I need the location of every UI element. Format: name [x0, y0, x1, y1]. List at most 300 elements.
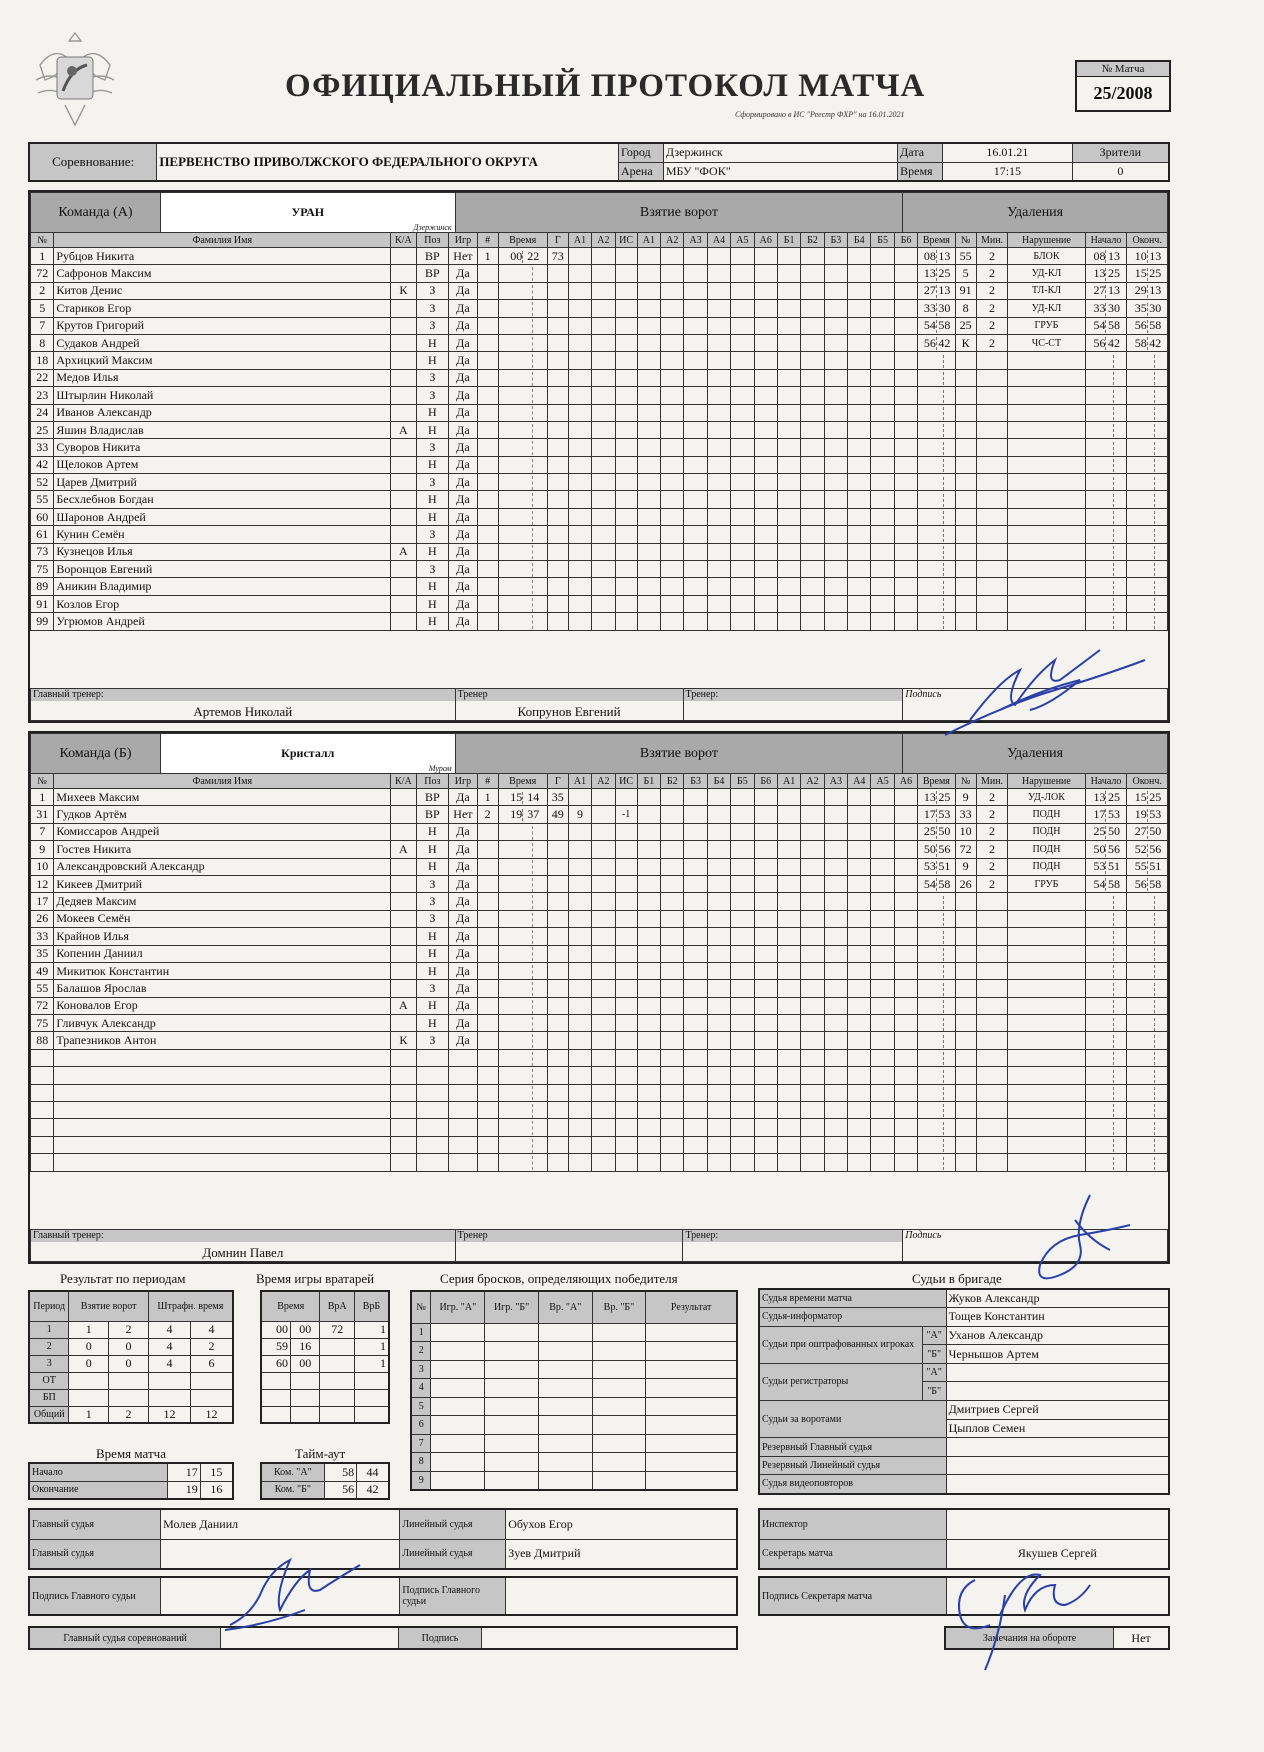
goal-situation: [615, 282, 637, 299]
penalty-player: [955, 439, 976, 456]
line-cell: [894, 421, 917, 438]
line-cell: [894, 910, 917, 927]
goal-number: [477, 508, 498, 525]
penalty-violation: УД-КЛ: [1008, 300, 1085, 317]
line-cell: [731, 543, 754, 560]
line-cell: [777, 404, 800, 421]
player-played: Да: [449, 387, 477, 404]
line-cell: [661, 962, 684, 979]
goal-sep: [532, 843, 533, 857]
col-goal-num: #: [477, 774, 498, 789]
line-cell: [777, 474, 800, 491]
penalty-end-sec: 13: [1149, 248, 1162, 263]
line-cell: [754, 352, 777, 369]
line-cell: [661, 1102, 684, 1119]
player-name: Михеев Максим: [54, 789, 391, 806]
period-name: БП: [29, 1389, 69, 1406]
goal-assist-1: [568, 508, 591, 525]
player-position: Н: [416, 421, 449, 438]
goal-assist-2: [592, 474, 615, 491]
line-cell: [731, 875, 754, 892]
goal-sep: [532, 947, 533, 961]
penalty-time: [918, 561, 955, 578]
goal-sep: [532, 267, 533, 281]
penalty-end-sep: [1154, 563, 1155, 576]
player-played: Да: [449, 421, 477, 438]
shootout-cell: [485, 1342, 539, 1361]
penalty-player: [955, 997, 976, 1014]
penalty-time-sep: [943, 511, 944, 524]
period-pen-b: [191, 1389, 233, 1406]
period-goals-a: 1: [69, 1321, 109, 1338]
gk-a: [320, 1372, 355, 1389]
goal-assist-1: [568, 945, 591, 962]
goal-sep: [532, 965, 533, 979]
goal-time: [498, 1032, 547, 1049]
penalty-time-sep: [943, 931, 944, 944]
player-position: З: [416, 439, 449, 456]
penalty-violation: ТЛ-КЛ: [1008, 282, 1085, 299]
penalty-time: [918, 1049, 955, 1066]
line-cell: [894, 841, 917, 858]
penalty-end-sec: 50: [1149, 824, 1162, 839]
secretary-signature-drawn: [945, 1555, 1095, 1675]
penalty-violation: ЧС-СТ: [1008, 334, 1085, 351]
penalty-end: [1127, 543, 1168, 560]
goal-assist-2: [592, 858, 615, 875]
player-played: Да: [449, 858, 477, 875]
player-position: [416, 1154, 449, 1171]
penalty-start: [1085, 508, 1127, 525]
penalty-time: [918, 823, 955, 840]
penalty-player: [955, 980, 976, 997]
goal-scorer: [547, 421, 568, 438]
goal-assist-2: [592, 1084, 615, 1101]
main-ref-signatures: [28, 1576, 738, 1616]
penalty-start-min: 56: [1093, 335, 1106, 350]
goal-sep: [532, 493, 533, 507]
line-cell: [707, 928, 730, 945]
line-cell: [637, 282, 660, 299]
line-cell: [707, 1102, 730, 1119]
match-end-min: 16: [200, 1481, 233, 1499]
goal-assist-2: [592, 613, 615, 630]
penalty-start: [1085, 806, 1127, 823]
goal-assist-1: 9: [568, 806, 591, 823]
player-role: [391, 369, 416, 386]
goal-assist-1: [568, 595, 591, 612]
date-value: 16.01.21: [943, 143, 1073, 162]
player-name: Аникин Владимир: [54, 578, 391, 595]
penalty-minutes: [976, 962, 1008, 979]
line-cell: [754, 387, 777, 404]
goal-number: [477, 439, 498, 456]
line-cell: [661, 369, 684, 386]
line-cell: [801, 265, 824, 282]
line-cell: [731, 1015, 754, 1032]
timeout-a-sec: 44: [357, 1463, 389, 1481]
shootout-res-header: Результат: [646, 1291, 737, 1323]
penalty-end-min: 58: [1134, 335, 1147, 350]
goal-time: [498, 474, 547, 491]
shootout-cell: [646, 1416, 737, 1435]
table-row: [759, 1289, 1169, 1308]
gk-time-table: [260, 1290, 390, 1424]
penalty-player: [955, 613, 976, 630]
penalty-player: 8: [955, 300, 976, 317]
goal-time: [498, 595, 547, 612]
line-cell: [871, 248, 894, 265]
gk-a: [320, 1355, 355, 1372]
shootout-cell: [646, 1379, 737, 1398]
line-cell: [637, 980, 660, 997]
player-played: Да: [449, 561, 477, 578]
table-row: [759, 1308, 1169, 1327]
penalty-start-sep: [1113, 372, 1114, 385]
line-cell: [707, 387, 730, 404]
shootout-num: 3: [411, 1360, 431, 1379]
goal-assist-2: [592, 1119, 615, 1136]
player-name: [54, 1049, 391, 1066]
line-cell: [777, 1119, 800, 1136]
goal-situation: [615, 526, 637, 543]
penalty-end-sep: [1154, 546, 1155, 559]
penalty-end-sep: [1154, 407, 1155, 420]
line-cell: [754, 1015, 777, 1032]
player-role: [391, 858, 416, 875]
line-cell: [707, 491, 730, 508]
goal-time: [498, 875, 547, 892]
col-played: Игр: [449, 774, 477, 789]
goal-assist-1: [568, 300, 591, 317]
col-line-1: А2: [661, 233, 684, 248]
goals-title: Взятие ворот: [455, 734, 903, 774]
goal-scorer: [547, 439, 568, 456]
goal-situation: [615, 543, 637, 560]
penalty-minutes: 2: [976, 858, 1008, 875]
goal-scorer: [547, 508, 568, 525]
table-row: [31, 543, 1168, 560]
main-ref-signature-drawn: [220, 1545, 380, 1635]
penalty-time: [918, 997, 955, 1014]
line-cell: [637, 439, 660, 456]
timeout-a-label: Ком. "А": [261, 1463, 324, 1481]
goal-scorer: [547, 456, 568, 473]
penalty-end-sec: 25: [1149, 789, 1162, 804]
goal-situation: [615, 928, 637, 945]
line-cell: [801, 858, 824, 875]
goal-scorer: [547, 387, 568, 404]
table-row: [31, 806, 1168, 823]
penalty-time-sep: [943, 563, 944, 576]
line-cell: [684, 945, 707, 962]
main-ref-label-1: Главный судья: [29, 1509, 161, 1539]
penalty-end-min: 29: [1134, 283, 1147, 298]
line-cell: [848, 997, 871, 1014]
line-cell: [801, 962, 824, 979]
line-cell: [848, 491, 871, 508]
penalty-minutes: 2: [976, 806, 1008, 823]
timeout-b-min: 56: [324, 1481, 356, 1499]
penalty-start: [1085, 928, 1127, 945]
line-cell: [754, 561, 777, 578]
player-name: [54, 1084, 391, 1101]
line-cell: [731, 980, 754, 997]
line-cell: [777, 1102, 800, 1119]
line-cell: [871, 1154, 894, 1171]
competition-ref-label: Главный судья соревнований: [29, 1627, 221, 1649]
line-cell: [777, 439, 800, 456]
penalty-player: [955, 491, 976, 508]
player-position: З: [416, 910, 449, 927]
line-cell: [801, 1154, 824, 1171]
goal-number: [477, 962, 498, 979]
penalty-end: [1127, 962, 1168, 979]
penalty-violation: БЛОК: [1008, 248, 1085, 265]
penalty-minutes: [976, 456, 1008, 473]
line-cell: [731, 404, 754, 421]
player-position: Н: [416, 578, 449, 595]
line-cell: [754, 526, 777, 543]
line-cell: [777, 893, 800, 910]
penalty-player: [955, 474, 976, 491]
line-cell: [824, 404, 847, 421]
shootout-cell: [592, 1323, 646, 1342]
referee-name: Тощев Константин: [946, 1308, 1169, 1327]
line-cell: [661, 1119, 684, 1136]
table-row: [411, 1360, 737, 1379]
line-cell: [754, 317, 777, 334]
penalty-player: [955, 1049, 976, 1066]
col-line-0: А1: [637, 233, 660, 248]
penalty-time-sec: 13: [938, 283, 951, 298]
penalty-end-sep: [1154, 1035, 1155, 1048]
penalty-start: [1085, 613, 1127, 630]
penalty-time-sep: [943, 965, 944, 978]
line-cell: [777, 910, 800, 927]
line-cell: [824, 508, 847, 525]
player-played: Да: [449, 613, 477, 630]
goal-assist-2: [592, 595, 615, 612]
player-played: Да: [449, 439, 477, 456]
gk-time-title: Время игры вратарей: [256, 1271, 375, 1286]
match-time-table: [28, 1462, 234, 1500]
shootout-cell: [538, 1397, 592, 1416]
remarks-value: Нет: [1114, 1627, 1169, 1649]
penalty-time-min: 33: [923, 300, 936, 315]
goal-situation: [615, 439, 637, 456]
period-pen-b: [191, 1372, 233, 1389]
penalty-start: [1085, 369, 1127, 386]
goal-sep: [532, 580, 533, 594]
line-cell: [848, 421, 871, 438]
goal-time: [498, 352, 547, 369]
goal-assist-1: [568, 317, 591, 334]
line-cell: [824, 352, 847, 369]
goal-situation: [615, 980, 637, 997]
player-played: Нет: [449, 806, 477, 823]
penalty-end: [1127, 1102, 1168, 1119]
goal-assist-1: [568, 1049, 591, 1066]
player-number: 23: [31, 387, 54, 404]
line-cell: [637, 928, 660, 945]
goal-assist-2: [592, 1154, 615, 1171]
coach-name: Копрунов Евгений: [517, 704, 621, 719]
goal-situation: [615, 841, 637, 858]
penalty-time: [918, 248, 955, 265]
goal-sep: [532, 1017, 533, 1031]
penalty-start-min: 27: [1093, 283, 1106, 298]
line-cell: [894, 1084, 917, 1101]
penalty-start-sec: 30: [1107, 300, 1120, 315]
line-cell: [777, 282, 800, 299]
player-name: Сафронов Максим: [54, 265, 391, 282]
goal-assist-1: [568, 334, 591, 351]
line-cell: [848, 1049, 871, 1066]
referee-role: Судья времени матча: [759, 1289, 946, 1308]
goal-assist-2: [592, 578, 615, 595]
penalty-start-sec: 13: [1107, 283, 1120, 298]
player-role: [391, 980, 416, 997]
gk-a: [320, 1389, 355, 1406]
line-cell: [707, 369, 730, 386]
line-cell: [637, 1049, 660, 1066]
line-cell: [894, 404, 917, 421]
goal-number: [477, 1032, 498, 1049]
period-pen-a: 4: [148, 1355, 190, 1372]
penalty-time-sep: [943, 442, 944, 455]
line-cell: [848, 404, 871, 421]
col-line-8: Б3: [824, 233, 847, 248]
penalty-violation: [1008, 561, 1085, 578]
table-row: [759, 1401, 1169, 1420]
goal-sep: [532, 826, 533, 840]
table-row: [29, 1355, 233, 1372]
goal-min: 00: [510, 248, 523, 263]
player-position: Н: [416, 1015, 449, 1032]
table-row: [31, 1067, 1168, 1084]
period-goals-b: 0: [109, 1338, 149, 1355]
goal-situation: [615, 1049, 637, 1066]
line-cell: [637, 945, 660, 962]
line-cell: [661, 1032, 684, 1049]
table-row: [31, 439, 1168, 456]
line-cell: [637, 1136, 660, 1153]
goal-assist-1: [568, 910, 591, 927]
goal-sep: [532, 285, 533, 299]
goal-number: [477, 282, 498, 299]
line-cell: [871, 1102, 894, 1119]
line-cell: [754, 421, 777, 438]
goal-time: [498, 789, 547, 806]
line-cell: [824, 945, 847, 962]
penalty-start: [1085, 841, 1127, 858]
penalty-start-sep: [1113, 477, 1114, 490]
line-cell: [801, 282, 824, 299]
player-position: ВР: [416, 265, 449, 282]
line-cell: [731, 595, 754, 612]
penalty-time-sep: [943, 477, 944, 490]
player-role: [391, 300, 416, 317]
penalty-violation: [1008, 613, 1085, 630]
line-cell: [777, 421, 800, 438]
goal-situation: [615, 945, 637, 962]
goal-situation: [615, 962, 637, 979]
goal-time: [498, 858, 547, 875]
line-cell: [684, 841, 707, 858]
player-played: Да: [449, 265, 477, 282]
shootout-cell: [592, 1416, 646, 1435]
penalty-minutes: [976, 543, 1008, 560]
player-position: ВР: [416, 806, 449, 823]
penalty-time-min: 13: [923, 266, 936, 281]
goal-assist-1: [568, 248, 591, 265]
penalty-end: [1127, 317, 1168, 334]
penalty-minutes: [976, 613, 1008, 630]
goal-assist-2: [592, 561, 615, 578]
penalty-time: [918, 369, 955, 386]
player-played: Да: [449, 910, 477, 927]
line-cell: [871, 491, 894, 508]
penalty-minutes: [976, 561, 1008, 578]
line-cell: [894, 928, 917, 945]
goal-time: [498, 387, 547, 404]
penalty-time-sep: [943, 896, 944, 909]
line-cell: [894, 578, 917, 595]
goal-number: 2: [477, 806, 498, 823]
periods-title: Результат по периодам: [60, 1271, 186, 1286]
goal-time: [498, 806, 547, 823]
goal-min: 19: [510, 807, 523, 822]
player-role: [391, 823, 416, 840]
city-value: Дзержинск: [663, 143, 897, 162]
gk-b-header: ВрБ: [354, 1291, 389, 1321]
line-cell: [894, 491, 917, 508]
shootout-cell: [592, 1434, 646, 1453]
line-cell: [637, 561, 660, 578]
player-number: 35: [31, 945, 54, 962]
player-role: [391, 387, 416, 404]
line-cell: [824, 893, 847, 910]
line-cell: [801, 508, 824, 525]
table-row: [29, 1338, 233, 1355]
col-pen-time: Время: [918, 233, 955, 248]
player-name: Архицкий Максим: [54, 352, 391, 369]
player-played: Да: [449, 508, 477, 525]
line-cell: [637, 543, 660, 560]
goal-time: [498, 248, 547, 265]
line-cell: [894, 317, 917, 334]
line-cell: [777, 823, 800, 840]
goal-situation: [615, 387, 637, 404]
penalty-minutes: 2: [976, 841, 1008, 858]
player-name: Кунин Семён: [54, 526, 391, 543]
player-name: Гудков Артём: [54, 806, 391, 823]
line-cell: [637, 334, 660, 351]
line-cell: [801, 1067, 824, 1084]
line-cell: [801, 841, 824, 858]
referee-name: Дмитриев Сергей: [946, 1401, 1169, 1420]
goal-time: [498, 997, 547, 1014]
line-cell: [731, 282, 754, 299]
line-cell: [777, 543, 800, 560]
period-pen-b: 6: [191, 1355, 233, 1372]
player-role: [391, 352, 416, 369]
penalty-time-sep: [943, 598, 944, 611]
penalty-violation: УД-ЛОК: [1008, 789, 1085, 806]
player-number: 2: [31, 282, 54, 299]
penalty-violation: ПОДН: [1008, 806, 1085, 823]
